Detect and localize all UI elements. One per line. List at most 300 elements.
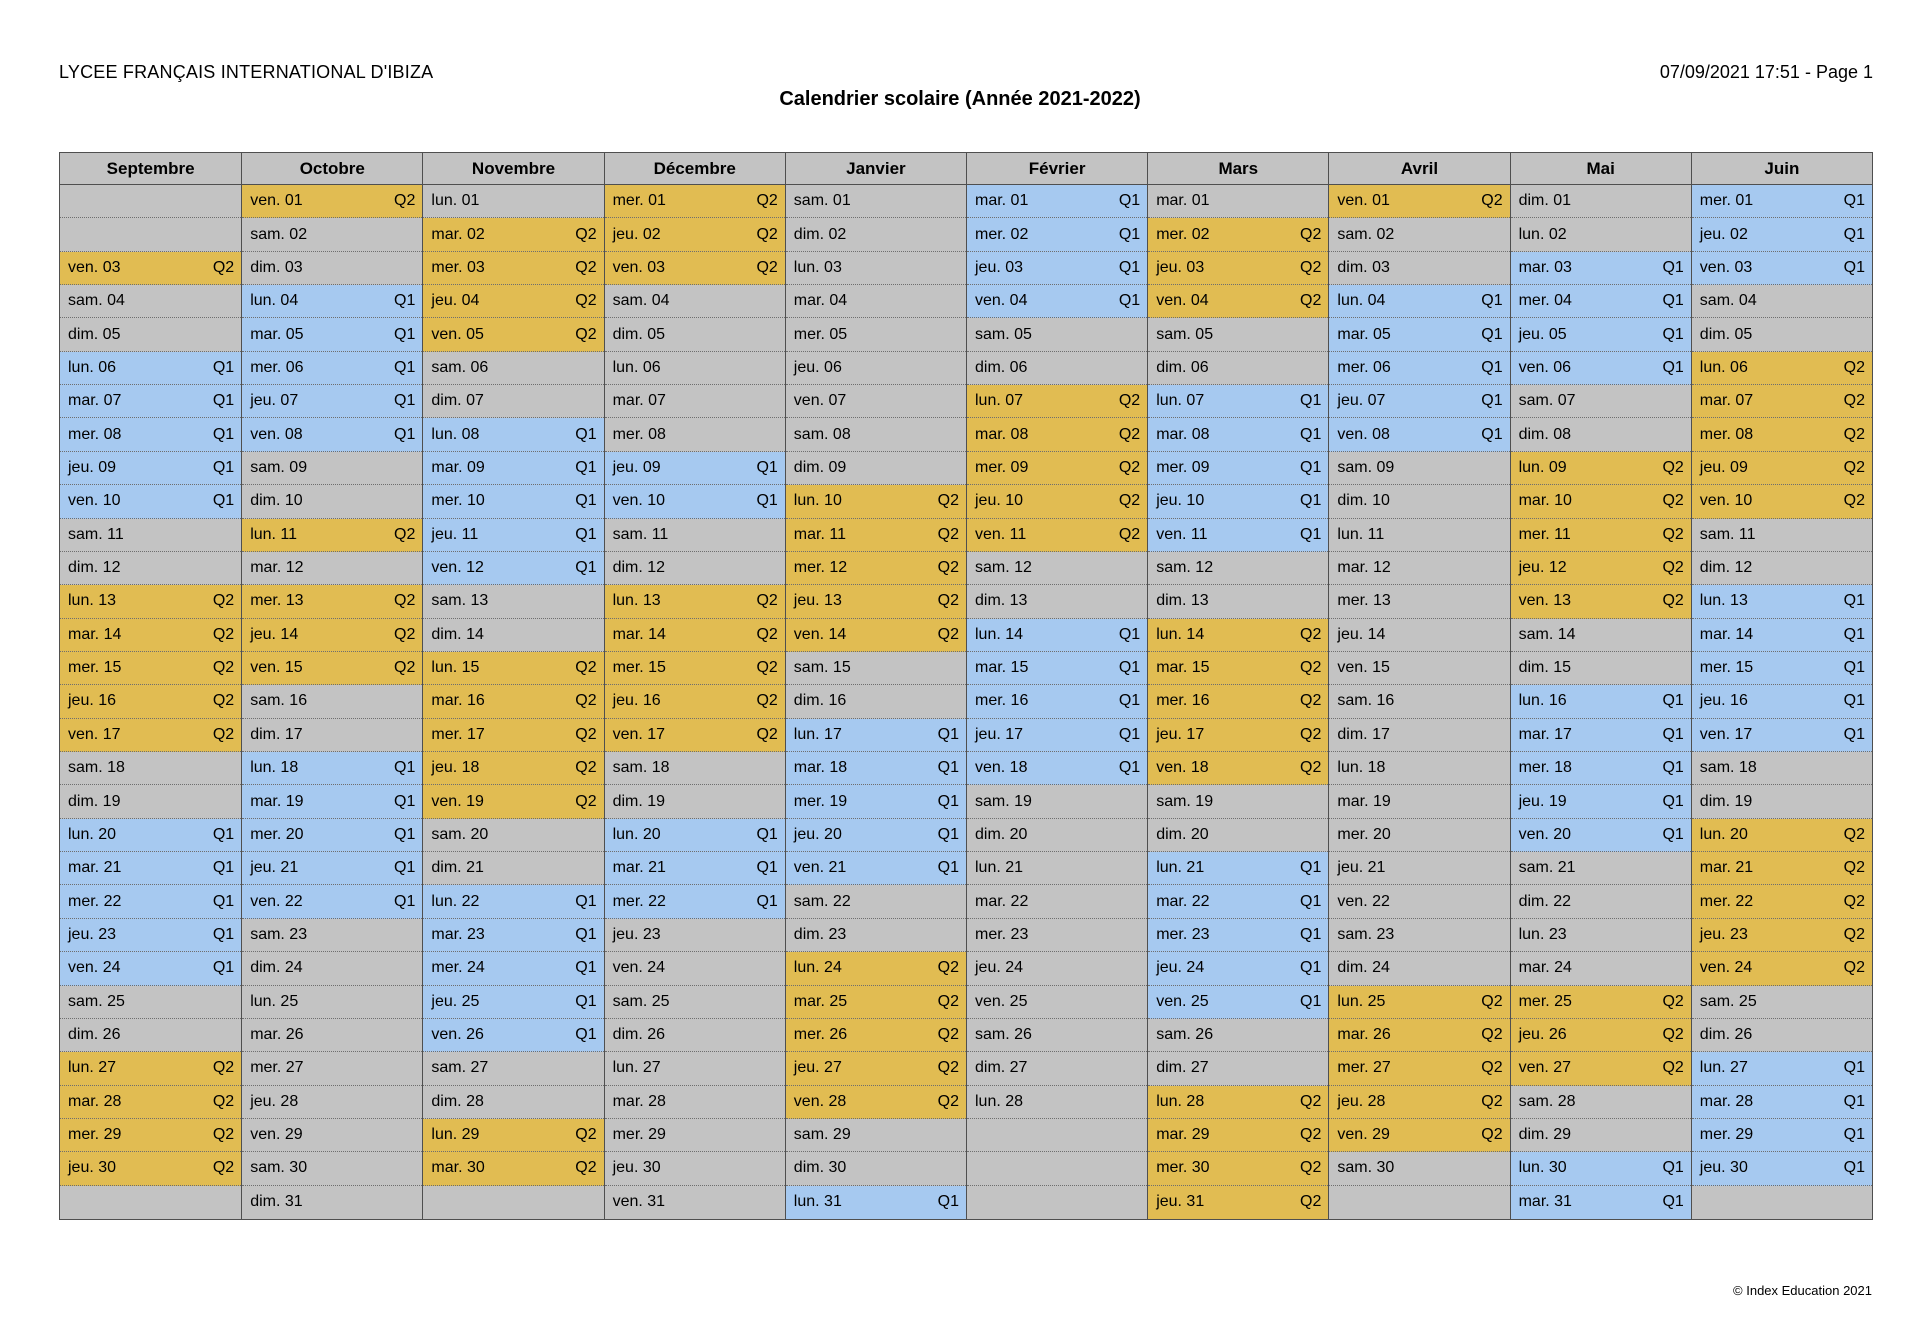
day-label: dim. 16: [793, 692, 847, 710]
day-cell: [967, 218, 1147, 251]
day-label: lun. 20: [612, 825, 661, 843]
quinzaine-label: Q1: [1118, 692, 1141, 710]
day-cell: [1692, 552, 1872, 585]
day-cell: [60, 619, 241, 652]
day-label: ven. 24: [1699, 959, 1753, 977]
quinzaine-label: Q2: [575, 792, 597, 810]
day-cell: [605, 785, 785, 818]
day-label: lun. 17: [793, 725, 842, 743]
day-cell: [242, 685, 422, 718]
quinzaine-label: Q1: [1662, 725, 1684, 743]
day-cell: [1148, 986, 1328, 1019]
day-cell: [1692, 1052, 1872, 1085]
day-label: jeu. 09: [612, 459, 661, 476]
quinzaine-label: Q1: [1662, 258, 1684, 276]
day-cell: [242, 385, 422, 418]
day-cell: [242, 552, 422, 585]
day-label: dim. 20: [1156, 825, 1209, 843]
day-label: mer. 16: [974, 692, 1029, 710]
day-label: dim. 02: [793, 225, 847, 243]
day-cell: [786, 986, 966, 1019]
quinzaine-label: Q1: [756, 892, 778, 910]
day-label: ven. 17: [1699, 725, 1753, 743]
day-cell: [423, 1152, 603, 1185]
day-cell: [1511, 752, 1691, 785]
day-cell: [786, 318, 966, 351]
day-label: ven. 31: [612, 1193, 666, 1211]
day-label: mar. 05: [250, 325, 304, 343]
day-label: ven. 03: [612, 258, 666, 276]
day-cell: [423, 1186, 603, 1219]
day-cell: [60, 352, 241, 385]
day-label: mer. 19: [793, 792, 848, 810]
quinzaine-label: Q1: [394, 759, 416, 777]
day-label: dim. 22: [1518, 892, 1572, 910]
quinzaine-label: Q2: [212, 692, 235, 710]
month-column-décembre: [604, 153, 785, 1219]
quinzaine-label: Q2: [394, 659, 416, 677]
day-cell: [242, 1086, 422, 1119]
quinzaine-label: Q1: [212, 859, 235, 877]
day-label: jeu. 04: [431, 292, 480, 310]
day-cell: [967, 619, 1147, 652]
day-cell: [605, 519, 785, 552]
day-label: jeu. 17: [1156, 725, 1205, 743]
copyright: © Index Education 2021: [1733, 1283, 1872, 1298]
quinzaine-label: Q1: [1118, 192, 1141, 210]
quinzaine-label: Q1: [1843, 1126, 1865, 1144]
month-column-mai: [1510, 153, 1691, 1219]
quinzaine-label: Q1: [212, 825, 235, 843]
day-label: dim. 31: [250, 1193, 303, 1211]
day-cell: [60, 418, 241, 451]
month-header: Septembre: [60, 153, 241, 185]
day-label: jeu. 25: [431, 992, 480, 1010]
day-label: jeu. 30: [612, 1159, 661, 1177]
day-cell: [1692, 218, 1872, 251]
day-label: lun. 11: [250, 525, 298, 543]
day-label: dim. 03: [1337, 258, 1390, 276]
quinzaine-label: Q2: [1662, 559, 1684, 577]
quinzaine-label: Q1: [212, 925, 235, 943]
quinzaine-label: Q1: [575, 992, 597, 1010]
month-header: Janvier: [786, 153, 966, 185]
day-label: lun. 04: [1337, 292, 1386, 310]
quinzaine-label: Q2: [937, 1026, 959, 1044]
day-label: sam. 30: [250, 1159, 308, 1177]
quinzaine-label: Q2: [575, 725, 597, 743]
day-label: lun. 11: [1337, 525, 1385, 543]
day-label: mer. 30: [1156, 1159, 1210, 1177]
quinzaine-label: Q1: [394, 892, 416, 910]
quinzaine-label: Q1: [575, 559, 597, 577]
day-label: sam. 11: [1699, 525, 1756, 543]
quinzaine-label: Q2: [1662, 1026, 1684, 1044]
day-cell: [423, 785, 603, 818]
day-label: lun. 27: [1699, 1059, 1748, 1077]
day-label: lun. 21: [974, 859, 1024, 877]
quinzaine-label: Q1: [1118, 258, 1141, 276]
quinzaine-label: Q2: [394, 592, 416, 610]
day-cell: [1511, 352, 1691, 385]
day-cell: [1692, 318, 1872, 351]
quinzaine-label: Q2: [1843, 825, 1865, 843]
day-label: sam. 23: [1337, 925, 1395, 943]
day-cell: [60, 719, 241, 752]
day-cell: [1148, 952, 1328, 985]
day-cell: [60, 785, 241, 818]
day-cell: [605, 452, 785, 485]
day-cell: [1692, 1152, 1872, 1185]
day-label: dim. 26: [68, 1026, 121, 1044]
day-cell: [242, 819, 422, 852]
day-label: dim. 30: [793, 1159, 847, 1177]
day-label: dim. 24: [1337, 959, 1390, 977]
day-label: sam. 01: [793, 192, 851, 210]
day-cell: [60, 218, 241, 251]
day-cell: [1329, 785, 1509, 818]
quinzaine-label: Q2: [1662, 492, 1684, 510]
day-cell: [786, 1086, 966, 1119]
day-label: lun. 28: [1156, 1092, 1205, 1110]
day-label: ven. 12: [431, 559, 484, 577]
day-cell: [1148, 885, 1328, 918]
day-cell: [423, 519, 603, 552]
quinzaine-label: Q1: [937, 1193, 959, 1211]
day-cell: [786, 1119, 966, 1152]
quinzaine-label: Q1: [937, 859, 959, 877]
quinzaine-label: Q2: [1843, 959, 1865, 977]
quinzaine-label: Q2: [394, 525, 416, 543]
day-label: lun. 07: [1156, 392, 1205, 410]
day-cell: [242, 885, 422, 918]
quinzaine-label: Q1: [394, 392, 416, 410]
day-cell: [423, 852, 603, 885]
day-cell: [1329, 252, 1509, 285]
quinzaine-label: Q2: [1118, 392, 1141, 410]
day-cell: [1329, 852, 1509, 885]
day-cell: [1329, 819, 1509, 852]
day-cell: [605, 285, 785, 318]
day-label: lun. 06: [612, 358, 661, 376]
day-cell: [605, 986, 785, 1019]
day-cell: [786, 385, 966, 418]
quinzaine-label: Q2: [575, 325, 597, 343]
day-cell: [1692, 685, 1872, 718]
day-label: sam. 18: [1699, 759, 1757, 777]
day-label: ven. 10: [1699, 492, 1753, 510]
day-cell: [1511, 318, 1691, 351]
day-cell: [423, 819, 603, 852]
day-label: ven. 25: [1156, 992, 1209, 1010]
quinzaine-label: Q2: [1118, 459, 1141, 476]
day-cell: [1329, 919, 1509, 952]
day-label: jeu. 13: [793, 592, 842, 610]
day-cell: [242, 352, 422, 385]
day-cell: [1329, 752, 1509, 785]
day-cell: [242, 519, 422, 552]
day-label: sam. 05: [1156, 325, 1214, 343]
quinzaine-label: Q1: [1300, 425, 1322, 443]
day-label: jeu. 12: [1518, 559, 1567, 577]
quinzaine-label: Q2: [756, 692, 778, 710]
quinzaine-label: Q2: [1300, 292, 1322, 310]
quinzaine-label: Q1: [575, 892, 597, 910]
day-cell: [242, 785, 422, 818]
day-cell: [1692, 752, 1872, 785]
print-info: 07/09/2021 17:51 - Page 1: [1659, 62, 1873, 82]
day-cell: [605, 1052, 785, 1085]
quinzaine-label: Q2: [756, 592, 778, 610]
day-cell: [1692, 519, 1872, 552]
day-label: mar. 14: [612, 625, 666, 643]
day-label: jeu. 11: [431, 525, 479, 543]
day-cell: [242, 652, 422, 685]
quinzaine-label: Q1: [1118, 225, 1141, 243]
day-cell: [1148, 385, 1328, 418]
day-cell: [1692, 885, 1872, 918]
day-label: ven. 05: [431, 325, 484, 343]
quinzaine-label: Q1: [1843, 725, 1865, 743]
quinzaine-label: Q1: [575, 492, 597, 510]
day-label: mer. 20: [1337, 825, 1391, 843]
month-column-mars: [1147, 153, 1328, 1219]
day-label: lun. 13: [612, 592, 661, 610]
day-label: lun. 24: [793, 959, 842, 977]
day-cell: [1148, 1152, 1328, 1185]
quinzaine-label: Q2: [1300, 1159, 1322, 1177]
day-cell: [1511, 252, 1691, 285]
day-cell: [423, 585, 603, 618]
day-label: lun. 03: [793, 258, 842, 276]
quinzaine-label: Q1: [1300, 492, 1322, 510]
day-cell: [423, 452, 603, 485]
month-header: Juin: [1692, 153, 1872, 185]
day-cell: [1148, 252, 1328, 285]
day-label: mar. 30: [431, 1159, 485, 1177]
day-cell: [1329, 552, 1509, 585]
day-cell: [423, 485, 603, 518]
day-cell: [1692, 285, 1872, 318]
day-label: lun. 16: [1518, 692, 1567, 710]
day-cell: [1329, 185, 1509, 218]
day-cell: [1692, 385, 1872, 418]
quinzaine-label: Q2: [1843, 459, 1865, 476]
day-label: sam. 21: [1518, 859, 1576, 877]
day-label: lun. 25: [250, 992, 299, 1010]
day-cell: [605, 652, 785, 685]
quinzaine-label: Q2: [937, 559, 959, 577]
quinzaine-label: Q1: [1118, 625, 1141, 643]
day-label: mer. 01: [1699, 192, 1754, 210]
day-cell: [605, 752, 785, 785]
day-label: mar. 02: [431, 225, 485, 243]
day-label: dim. 14: [431, 625, 484, 643]
day-label: lun. 08: [431, 425, 480, 443]
quinzaine-label: Q2: [756, 258, 778, 276]
day-cell: [967, 1052, 1147, 1085]
day-cell: [423, 552, 603, 585]
day-label: sam. 16: [250, 692, 308, 710]
quinzaine-label: Q1: [575, 425, 597, 443]
day-cell: [967, 986, 1147, 1019]
quinzaine-label: Q2: [1843, 892, 1865, 910]
day-cell: [242, 1119, 422, 1152]
day-label: mar. 01: [1156, 192, 1210, 210]
day-cell: [967, 952, 1147, 985]
day-cell: [1692, 652, 1872, 685]
day-cell: [242, 218, 422, 251]
day-label: lun. 22: [431, 892, 480, 910]
day-cell: [423, 919, 603, 952]
day-label: dim. 19: [612, 792, 666, 810]
quinzaine-label: Q1: [1662, 792, 1684, 810]
day-label: dim. 12: [1699, 559, 1753, 577]
day-cell: [242, 719, 422, 752]
day-label: mer. 18: [1518, 759, 1572, 777]
quinzaine-label: Q2: [1118, 492, 1141, 510]
day-cell: [423, 1019, 603, 1052]
day-label: mar. 31: [1518, 1193, 1572, 1211]
quinzaine-label: Q2: [1481, 1026, 1503, 1044]
day-cell: [60, 752, 241, 785]
day-cell: [967, 285, 1147, 318]
day-label: sam. 19: [974, 792, 1032, 810]
quinzaine-label: Q1: [1843, 1159, 1865, 1177]
day-label: mar. 14: [68, 625, 122, 643]
day-cell: [1148, 218, 1328, 251]
day-label: sam. 09: [250, 459, 308, 476]
day-label: dim. 03: [250, 258, 303, 276]
day-cell: [60, 485, 241, 518]
quinzaine-label: Q1: [937, 792, 959, 810]
quinzaine-label: Q2: [1300, 1092, 1322, 1110]
day-cell: [242, 1186, 422, 1219]
day-cell: [786, 552, 966, 585]
day-label: jeu. 16: [1699, 692, 1748, 710]
day-label: dim. 12: [68, 559, 121, 577]
day-cell: [1329, 1052, 1509, 1085]
day-label: dim. 13: [974, 592, 1028, 610]
day-cell: [423, 385, 603, 418]
day-label: jeu. 28: [250, 1092, 299, 1110]
day-label: jeu. 23: [612, 925, 661, 943]
day-label: mar. 01: [974, 192, 1029, 210]
day-cell: [1692, 418, 1872, 451]
day-cell: [1329, 519, 1509, 552]
day-cell: [605, 218, 785, 251]
day-label: sam. 26: [974, 1026, 1032, 1044]
day-label: lun. 10: [793, 492, 842, 510]
day-label: jeu. 31: [1156, 1193, 1205, 1211]
quinzaine-label: Q1: [575, 1026, 597, 1044]
day-cell: [1148, 585, 1328, 618]
day-cell: [786, 485, 966, 518]
quinzaine-label: Q2: [212, 592, 235, 610]
day-cell: [242, 285, 422, 318]
month-column-janvier: [785, 153, 966, 1219]
day-label: sam. 05: [974, 325, 1032, 343]
day-label: sam. 29: [793, 1126, 851, 1144]
day-cell: [60, 952, 241, 985]
day-cell: [1329, 452, 1509, 485]
day-label: lun. 18: [250, 759, 299, 777]
quinzaine-label: Q1: [1843, 625, 1865, 643]
quinzaine-label: Q2: [1300, 1126, 1322, 1144]
day-cell: [60, 585, 241, 618]
day-label: sam. 12: [1156, 559, 1214, 577]
day-cell: [60, 318, 241, 351]
day-label: mar. 12: [250, 559, 304, 577]
day-label: lun. 06: [1699, 358, 1748, 376]
day-label: lun. 04: [250, 292, 299, 310]
day-label: sam. 23: [250, 925, 308, 943]
day-cell: [1148, 1019, 1328, 1052]
day-label: mar. 28: [1699, 1092, 1754, 1110]
day-label: mar. 03: [1518, 258, 1572, 276]
day-cell: [423, 352, 603, 385]
day-cell: [1148, 785, 1328, 818]
day-cell: [242, 1019, 422, 1052]
day-label: mer. 08: [1699, 425, 1754, 443]
day-label: mar. 16: [431, 692, 485, 710]
day-cell: [786, 452, 966, 485]
day-cell: [423, 752, 603, 785]
day-label: mar. 26: [250, 1026, 304, 1044]
day-label: ven. 17: [612, 725, 666, 743]
day-cell: [1692, 819, 1872, 852]
day-cell: [786, 719, 966, 752]
school-name: LYCEE FRANÇAIS INTERNATIONAL D'IBIZA: [59, 62, 434, 82]
day-cell: [967, 185, 1147, 218]
day-label: mer. 26: [793, 1026, 848, 1044]
day-label: jeu. 02: [612, 225, 661, 243]
day-label: sam. 02: [1337, 225, 1395, 243]
day-cell: [786, 685, 966, 718]
day-cell: [1148, 719, 1328, 752]
day-cell: [605, 885, 785, 918]
day-label: mer. 03: [431, 258, 485, 276]
day-cell: [605, 1119, 785, 1152]
day-cell: [967, 252, 1147, 285]
day-label: dim. 13: [1156, 592, 1209, 610]
day-cell: [605, 685, 785, 718]
day-label: mer. 22: [1699, 892, 1754, 910]
day-cell: [242, 418, 422, 451]
day-label: ven. 24: [68, 959, 121, 977]
quinzaine-label: Q1: [394, 859, 416, 877]
day-cell: [1511, 819, 1691, 852]
day-cell: [423, 218, 603, 251]
quinzaine-label: Q2: [1300, 1193, 1322, 1211]
quinzaine-label: Q1: [1662, 825, 1684, 843]
day-cell: [60, 852, 241, 885]
day-label: jeu. 18: [431, 759, 480, 777]
day-cell: [242, 485, 422, 518]
day-label: mer. 09: [974, 459, 1029, 476]
day-cell: [423, 685, 603, 718]
day-label: mer. 10: [431, 492, 485, 510]
day-label: jeu. 16: [68, 692, 117, 710]
day-label: ven. 17: [68, 725, 121, 743]
day-label: ven. 11: [974, 525, 1027, 543]
day-label: mer. 22: [612, 892, 666, 910]
day-label: dim. 15: [1518, 659, 1572, 677]
day-cell: [1148, 819, 1328, 852]
day-label: ven. 24: [612, 959, 666, 977]
day-cell: [1692, 619, 1872, 652]
day-cell: [967, 919, 1147, 952]
